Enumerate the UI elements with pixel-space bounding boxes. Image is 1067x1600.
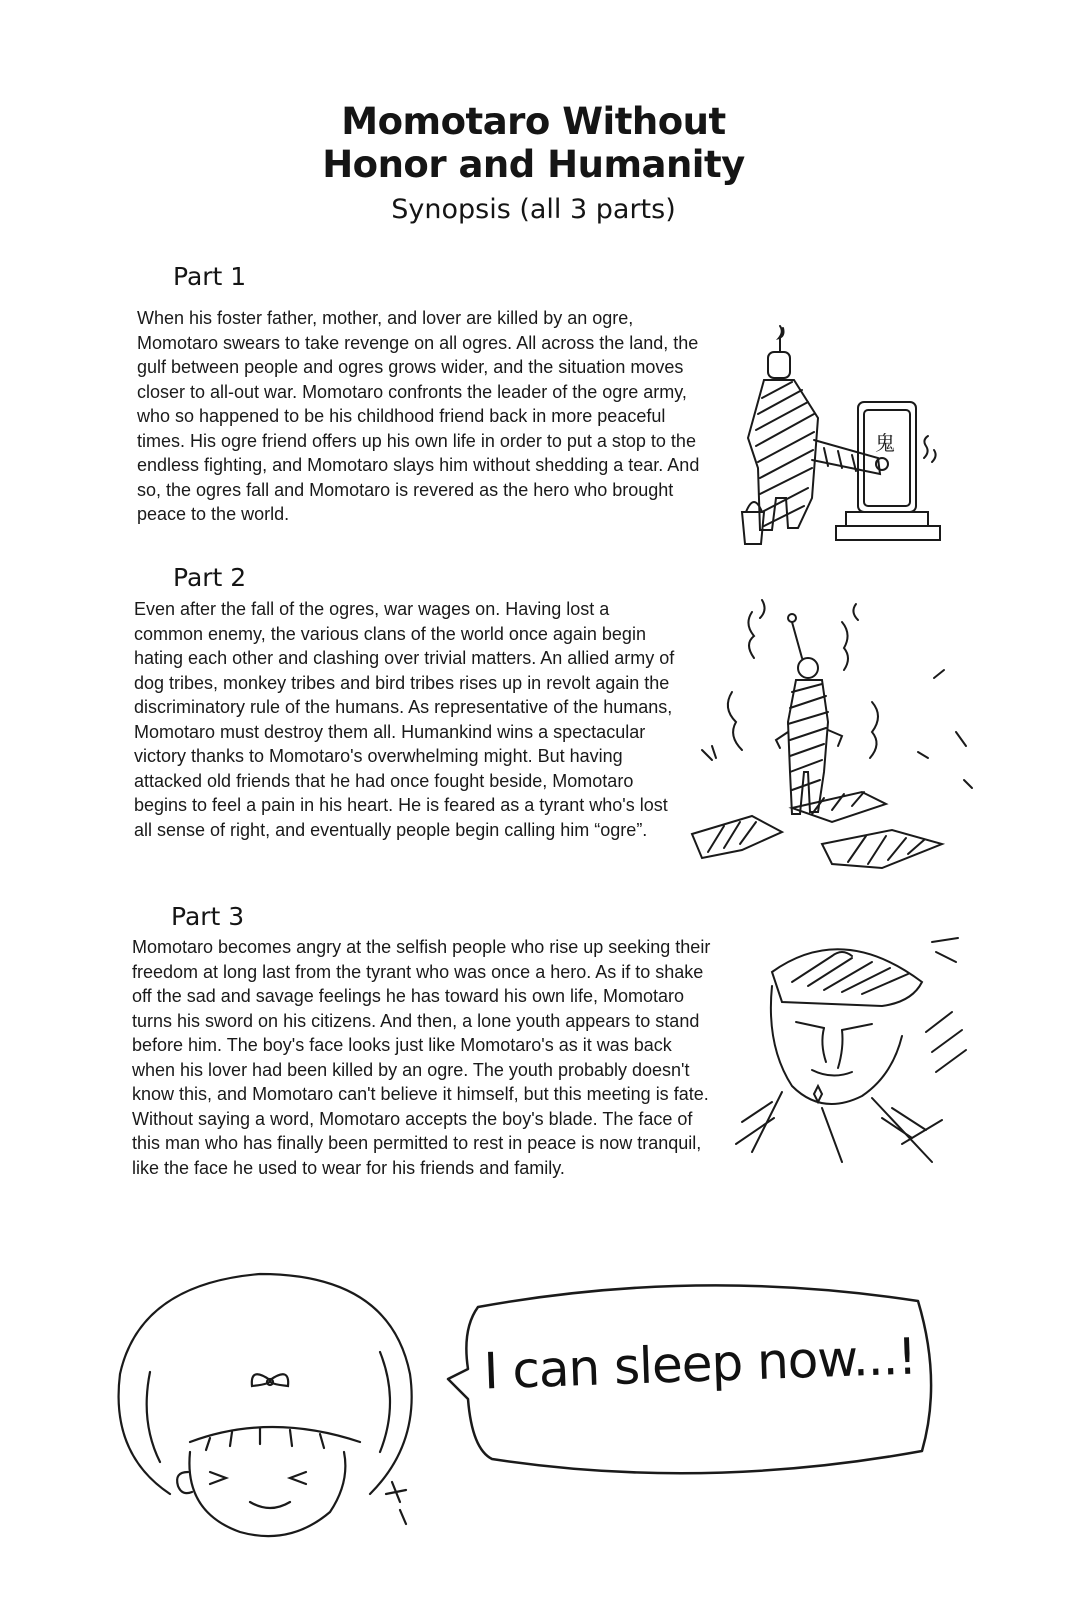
speech-bubble-text: I can sleep now...!	[482, 1327, 918, 1401]
page-title-line2: Honor and Humanity	[322, 143, 745, 186]
part-2-text: Even after the fall of the ogres, war wages on. Having lost a common enemy, the various clans of the world once again begin hating each other and clashing over trivial matters. An allied army of dog tribes, monkey tribes and bird tribes rises up in revolt again the discriminatory rule of the humans. As representative of the humans, Momotaro must destroy them all. Humankind wins a spectacular victory thanks to Momotaro's overwhelming might. But having attacked old friends that he had once fought beside, Momotaro begins to feel a pain in his heart. He is feared as a tyrant who's lost all sense of right, and eventually people begin calling him “ogre”.	[134, 599, 675, 840]
part-3-text: Momotaro becomes angry at the selfish people who rise up seeking their freedom at long last from the tyrant who was once a hero. As if to shake off the sad and savage feelings he has toward his own life, Momotaro turns his sword on his citizens. And then, a lone youth appears to stand before him. The boy's face looks just like Momotaro's as it was back when his lover had been killed by an ogre. The youth probably doesn't know this, and Momotaro can't believe it himself, but this meeting is fate. Without saying a word, Momotaro accepts the boy's blade. The face of this man who has finally been permitted to rest in peace is now tranquil, like the face he used to wear for his friends and family.	[132, 937, 711, 1178]
part-3-heading: Part 3	[171, 902, 245, 931]
page-title-line1: Momotaro Without	[341, 100, 726, 143]
battlefield-illustration	[672, 582, 982, 892]
part-1-heading: Part 1	[173, 262, 247, 291]
hero-at-grave-illustration	[728, 318, 948, 558]
part-2-heading: Part 2	[173, 563, 247, 592]
gravestone-glyph: 鬼	[875, 431, 895, 455]
page-subtitle: Synopsis (all 3 parts)	[391, 194, 676, 225]
sleeping-author-avatar	[100, 1262, 450, 1562]
crying-momotaro-illustration	[712, 912, 982, 1172]
part-1-text: When his foster father, mother, and lover are killed by an ogre, Momotaro swears to take revenge on all ogres. All across the land, the gulf between people and ogres grows wider, and the situation moves closer to all-out war. Momotaro confronts the leader of the ogre army, who so happened to be his childhood friend back in more peaceful times. His ogre friend offers up his own life in order to put a stop to the endless fighting, and Momotaro slays him without shedding a tear. And so, the ogres fall and Momotaro is revered as the hero who brought peace to the world.	[137, 308, 700, 524]
